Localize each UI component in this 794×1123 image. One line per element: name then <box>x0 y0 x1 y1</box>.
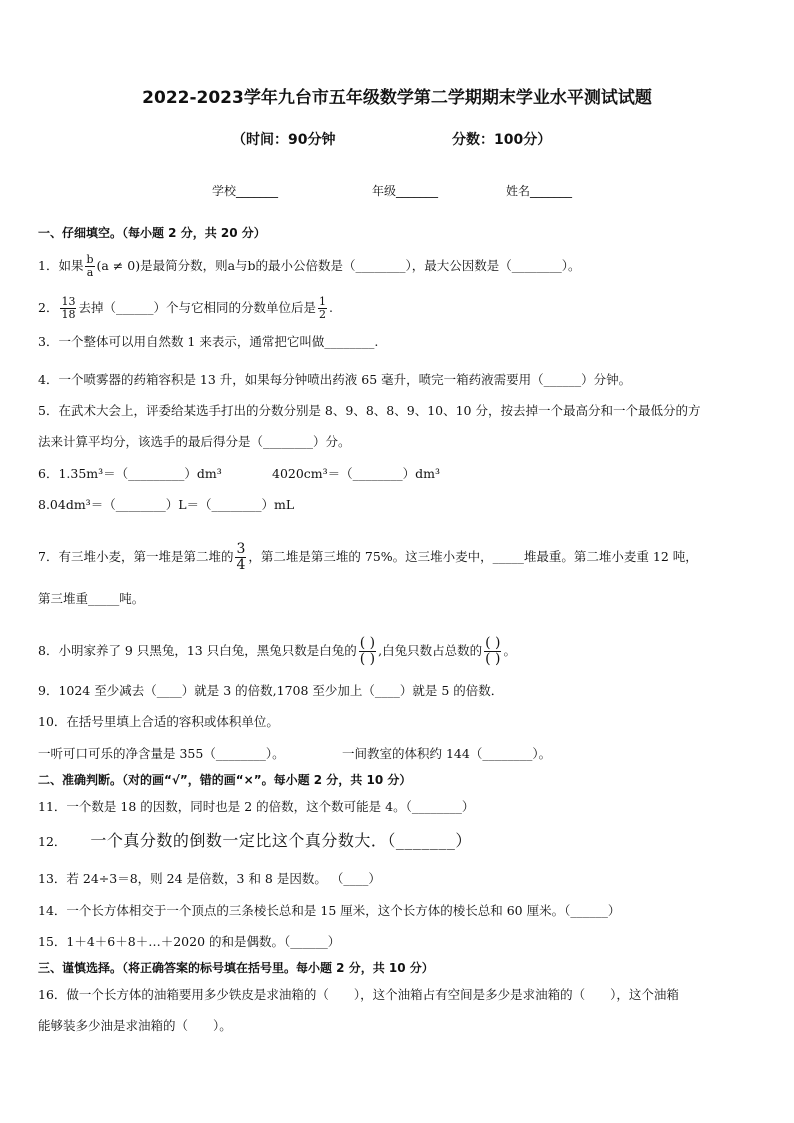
question-7-line-2: 第三堆重_____吨。 <box>38 591 145 606</box>
blank-fraction: $\frac{( )}{( )}$ <box>359 635 376 667</box>
exam-time: （时间：90分钟 <box>232 132 336 148</box>
section-heading-1: 一、仔细填空。（每小题 2 分，共 20 分） <box>38 226 266 240</box>
question-3: 3．一个整体可以用自然数 1 来表示，通常把它叫做________. <box>38 334 379 349</box>
question-5-line-1: 5．在武术大会上，评委给某选手打出的分数分别是 8、9、8、8、9、10、10 分，按去掉一个最高分和一个最低分的方 <box>38 403 701 418</box>
fraction: $\frac{1}{2}$ <box>318 295 326 321</box>
question-12: 12． 一个真分数的倒数一定比这个真分数大．（_______） <box>38 831 472 850</box>
page-title: 2022-2023学年九台市五年级数学第二学期期末学业水平测试试题 <box>142 88 652 108</box>
exam-score: 分数：100分） <box>452 132 552 148</box>
question-10-b: 一间教室的体积约 144（________）。 <box>342 746 552 761</box>
question-16-line-2: 能够装多少油是求油箱的（ ）。 <box>38 1018 232 1033</box>
question-10: 10．在括号里填上合适的容积或体积单位。 <box>38 714 279 729</box>
fraction: $\frac{13}{18}$ <box>61 295 76 321</box>
question-11: 11．一个数是 18 的因数，同时也是 2 的倍数，这个数可能是 4。（________） <box>38 799 475 814</box>
section-heading-3: 三、谨慎选择。（将正确答案的标号填在括号里。每小题 2 分，共 10 分） <box>38 961 434 975</box>
question-6-c: 8.04dm³＝（________）L＝（________）mL <box>38 497 295 512</box>
question-5-line-2: 法来计算平均分，该选手的最后得分是（________）分。 <box>38 434 351 449</box>
question-13: 13．若 24÷3＝8，则 24 是倍数，3 和 8 是因数。 （____） <box>38 871 381 886</box>
fraction: $\frac{b}{a}$ <box>86 253 94 279</box>
section-heading-2: 二、准确判断。（对的画“√”，错的画“×”。每小题 2 分，共 10 分） <box>38 773 412 787</box>
question-1: 1．如果 $\frac{b}{a}$ (a ≠ 0)是最简分数，则a与b的最小公倍数是（________），最大公因数是（________）。 <box>38 253 581 279</box>
question-2: 2． $\frac{13}{18}$ 去掉（______）个与它相同的分数单位后是 $\frac{1}{2}$ . <box>38 295 333 321</box>
fraction: $\frac{3}{4}$ <box>236 541 246 573</box>
school-field: 学校_______ <box>212 184 279 198</box>
question-8: 8．小明家养了 9 只黑兔，13 只白兔，黑兔只数是白兔的 $\frac{( )}{( )}$ ,白兔只数占总数的 $\frac{( )}{( )}$ 。 <box>38 635 516 667</box>
grade-field: 年级_______ <box>372 184 439 198</box>
blank-fraction: $\frac{( )}{( )}$ <box>485 635 501 667</box>
question-9: 9．1024 至少减去（____）就是 3 的倍数,1708 至少加上（____）就是 5 的倍数． <box>38 683 504 698</box>
question-7-line-1: 7．有三堆小麦，第一堆是第二堆的 $\frac{3}{4}$ ，第二堆是第三堆的 75%。这三堆小麦中，_____堆最重。第二堆小麦重 12 吨， <box>38 541 698 573</box>
question-4: 4．一个喷雾器的药箱容积是 13 升，如果每分钟喷出药液 65 毫升，喷完一箱药液需要用（______）分钟。 <box>38 372 632 387</box>
question-6-a: 6．1.35m³＝（_________）dm³ <box>38 466 222 481</box>
question-15: 15．1＋4＋6＋8＋…＋2020 的和是偶数。（______） <box>38 934 341 949</box>
question-6-b: 4020cm³＝（________）dm³ <box>272 466 441 481</box>
question-10-a: 一听可口可乐的净含量是 355（________）。 <box>38 746 285 761</box>
question-14: 14．一个长方体相交于一个顶点的三条棱长总和是 15 厘米，这个长方体的棱长总和 60 厘米。（______） <box>38 903 621 918</box>
name-field: 姓名_______ <box>506 184 573 198</box>
question-16-line-1: 16．做一个长方体的油箱要用多少铁皮是求油箱的（ ），这个油箱占有空间是多少是求油箱的（ ），这个油箱 <box>38 987 679 1002</box>
